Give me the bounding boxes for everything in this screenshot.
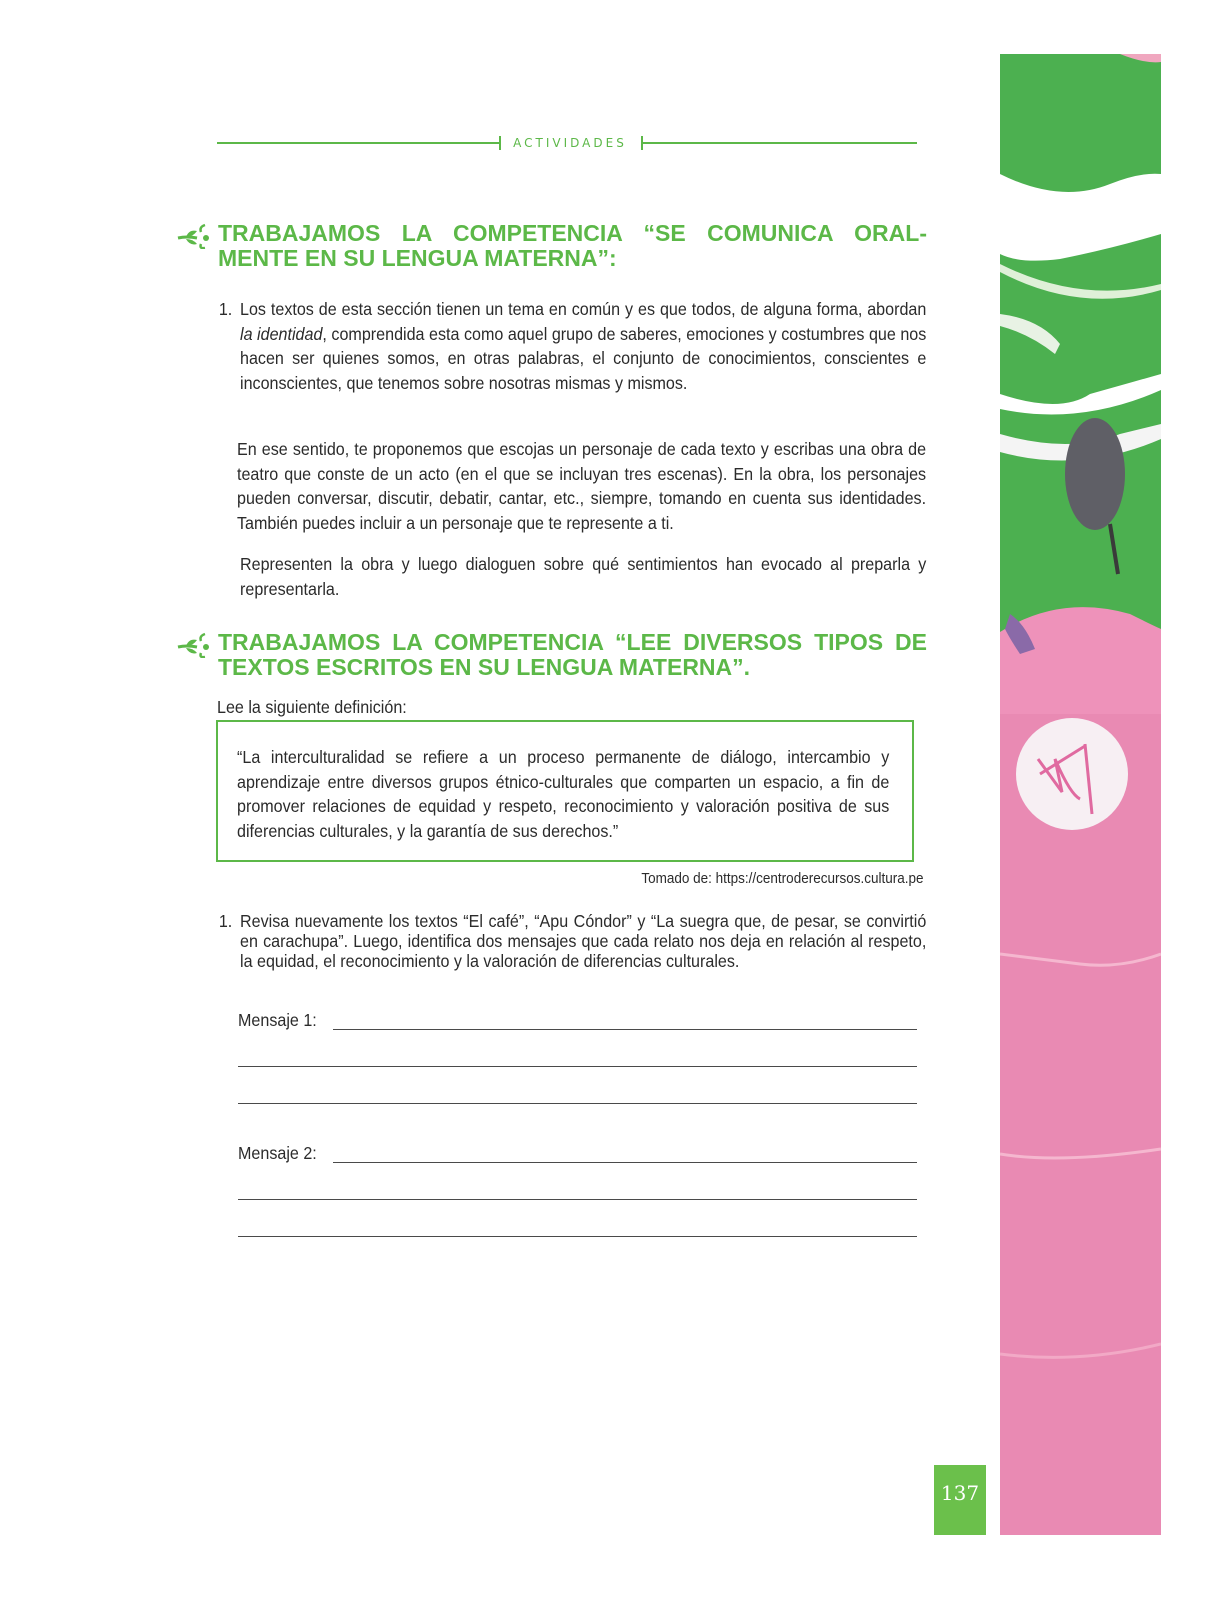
section2-intro: Lee la siguiente definición:	[217, 697, 407, 717]
p1-after: , comprendida esta como aquel grupo de saberes, emociones y costumbres que nos hacen ser quienes somos, en otras palabras, el conjunto de conocimientos, conscientes e inconscientes, que tenemos sobre nosotras mismas y mismos.	[240, 323, 927, 393]
header-rule-left	[217, 142, 499, 144]
message-2-line-3[interactable]	[238, 1236, 917, 1237]
section1-heading-text: TRABAJAMOS LA COMPETENCIA “SE COMUNICA ORAL-MENTE EN SU LENGUA MATERNA”:	[218, 220, 927, 271]
section-header	[217, 136, 917, 150]
section1-item-1	[218, 297, 927, 395]
section2-heading-text: TRABAJAMOS LA COMPETENCIA “LEE DIVERSOS TIPOS DE TEXTOS ESCRITOS EN SU LENGUA MATERNA”.	[218, 629, 927, 680]
p1-italic: la identidad	[240, 323, 323, 344]
message-1-line-3[interactable]	[238, 1103, 917, 1104]
message-1-line-1[interactable]	[333, 1029, 917, 1030]
item-number: 1.	[218, 911, 233, 931]
side-illustration	[1000, 54, 1161, 1535]
source-credit: Tomado de: https://centroderecursos.cultura.pe	[641, 870, 924, 887]
message-2-line-2[interactable]	[238, 1199, 917, 1200]
definition-quote: “La interculturalidad se refiere a un proceso permanente de diálogo, intercambio y aprendizaje entre diversos grupos étnico-culturales que comparten un espacio, a fin de promover relaciones de equidad y respeto, reconocimiento y valoración positiva de sus diferencias culturales, y la garantía de sus derechos.”	[237, 747, 890, 841]
section1-paragraph-3: Representen la obra y luego dialoguen sobre qué sentimientos han evocado al preparla y representarla.	[240, 554, 927, 599]
message-1-line-2[interactable]	[238, 1066, 917, 1067]
section2-item-1	[218, 911, 927, 971]
p1-before: Los textos de esta sección tienen un tema en común y es que todos, de alguna forma, abordan	[240, 299, 927, 319]
page-number-box	[934, 1465, 986, 1535]
header-rule-right	[643, 142, 917, 144]
page-number: 137	[940, 1481, 980, 1505]
section1-paragraph-2: En ese sentido, te proponemos que escojas un personaje de cada texto y escribas una obra de teatro que conste de un acto (en el que se incluyan tres escenas). En la obra, los personajes pueden conversar, discutir, debatir, cantar, etc., siempre, tomando en cuenta sus identidades. También puedes incluir a un personaje que te represente a ti.	[237, 439, 927, 533]
section1-heading	[177, 221, 927, 271]
header-label: ACTIVIDADES	[513, 136, 627, 150]
message-2-line-1[interactable]	[333, 1162, 917, 1163]
message-2-label: Mensaje 2:	[238, 1143, 317, 1163]
question-text: Revisa nuevamente los textos “El café”, “Apu Cóndor” y “La suegra que, de pesar, se convirtió en carachupa”. Luego, identifica dos mensajes que cada relato nos deja en relación al respeto, la equidad, el reconocimiento y la valoración de diferencias culturales.	[240, 911, 927, 971]
message-1-label: Mensaje 1:	[238, 1010, 317, 1030]
sprout-icon	[177, 223, 213, 249]
section2-heading	[177, 630, 927, 680]
item-number: 1.	[218, 299, 233, 319]
sprout-icon	[177, 632, 213, 658]
header-rule-tick-left	[499, 136, 501, 150]
